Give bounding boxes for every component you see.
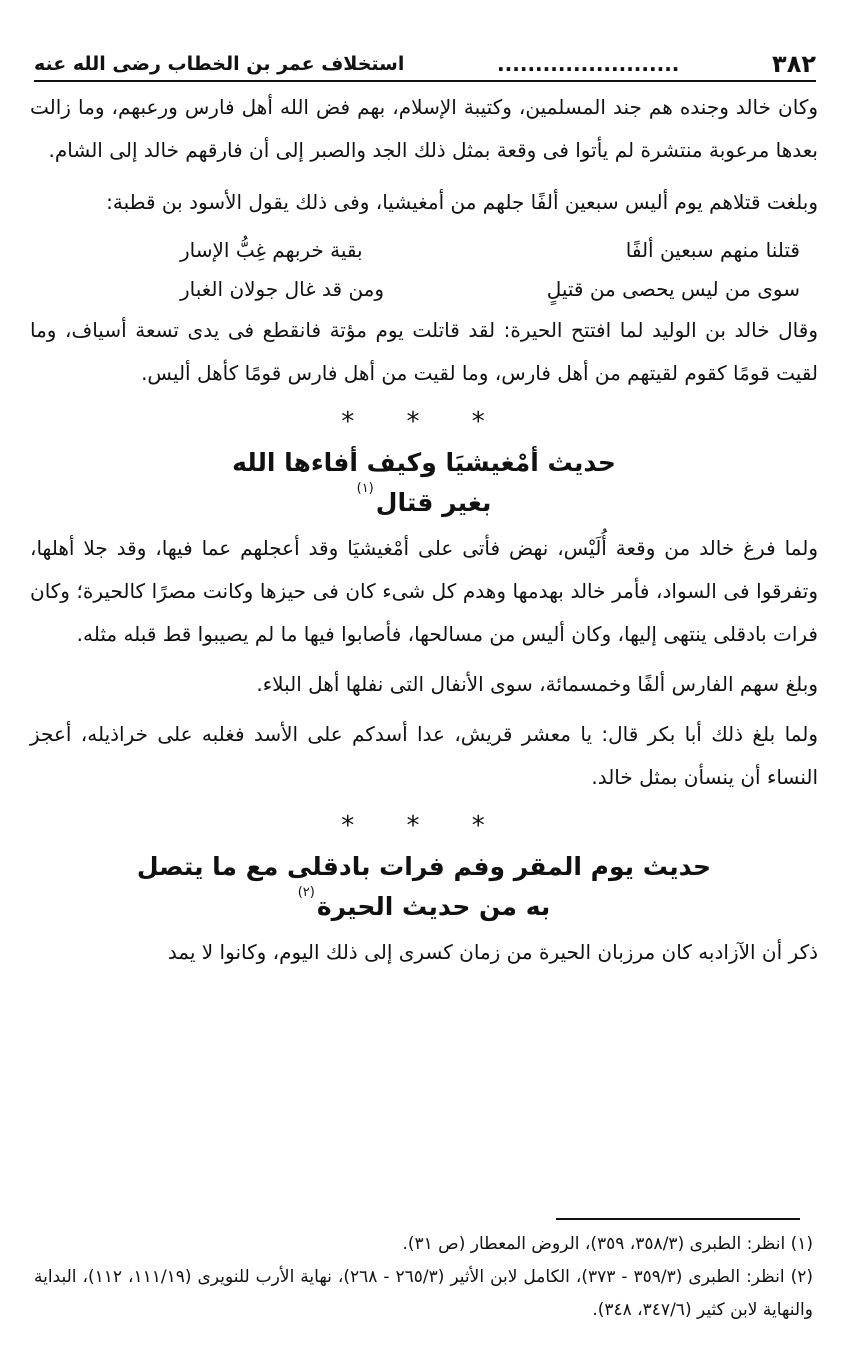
section-2-title-line-2 (30, 884, 818, 927)
poem-line-1 (180, 231, 800, 270)
footnote-divider (556, 1218, 800, 1220)
header-dots: ........................ (497, 52, 680, 76)
paragraph-gap (30, 656, 818, 663)
section-2-body (30, 931, 818, 974)
section-1-paragraph-1: ولما فرغ خالد من وقعة أُلَيْس، نهض فأتى على أمْغيشيَا وقد أعجلهم عما فيها، وقد جلا أهلها، وتفرقوا فى السواد، فأمر خالد بهدمها وهدم كل شىء كان فى حيزها وكانت مصرًا كالحيرة؛ وكان فرات بادقلى ينتهى إليها، وكان أليس من مسالحها، فأصابوا فيها ما لم يصيبوا قط قبله مثله. (30, 536, 818, 646)
section-1-title-line-2 (30, 480, 818, 523)
footnote-reference-2: (٢) (297, 884, 315, 900)
page-number: ٣٨٢ (772, 50, 816, 78)
section-2-title-line-1: حديث يوم المقر وفم فرات بادقلى مع ما يتصل (136, 852, 712, 881)
section-1-body (30, 527, 818, 799)
chapter-title: استخلاف عمر بن الخطاب رضى الله عنه (34, 53, 405, 75)
section-2-title-text: به من حديث الحيرة (316, 892, 551, 921)
footnotes (34, 1228, 813, 1327)
poem-line-2-hemistich-right: سوى من ليس يحصى من قتيلٍ (546, 277, 800, 301)
footnote-2: (٢) انظر: الطبرى (٣٥٩/٣ - ٣٧٣)، الكامل لابن الأثير (٢٦٥/٣ - ٢٦٨)، نهاية الأرب للنويرى (١١١/١٩، ١١٢)، البداية والنهاية لابن كثير (٣٤٧/٦، ٣٤٨). (34, 1267, 813, 1320)
page-body (30, 86, 818, 974)
section-separator-2: * * * (341, 811, 507, 841)
paragraph-gap (30, 706, 818, 713)
poem-line-1-hemistich-left: بقية خربهم غِبُّ الإسار (180, 238, 363, 262)
poem-block (180, 231, 800, 309)
opening-paragraph: وكان خالد وجنده هم جند المسلمين، وكتيبة الإسلام، بهم فض الله أهل فارس ورعبهم، وما زالت بعدها مرعوبة منتشرة لم يأتوا فى وقعة بمثل ذلك الجد والصبر إلى أن فارقهم خالد إلى الشام. (30, 95, 818, 162)
section-1-title-line-1: حديث أمْغيشيَا وكيف أفاءها الله (232, 448, 616, 477)
poem-line-2 (180, 270, 800, 309)
poem-line-1-hemistich-right: قتلنا منهم سبعين ألفًا (625, 238, 800, 262)
poem-line-2-hemistich-left: ومن قد غال جولان الغبار (180, 277, 385, 301)
section-separator-1: * * * (341, 407, 507, 437)
section-2-paragraph-1: ذكر أن الآزادبه كان مرزبان الحيرة من زمان كسرى إلى ذلك اليوم، وكانوا لا يمد (167, 940, 818, 964)
section-1-paragraph-2: وبلغ سهم الفارس ألفًا وخمسمائة، سوى الأنفال التى نفلها أهل البلاء. (256, 672, 818, 696)
running-header (34, 48, 816, 82)
khalid-quote-paragraph: وقال خالد بن الوليد لما افتتح الحيرة: لقد قاتلت يوم مؤتة فانقطع فى يدى تسعة أسياف، وما لقيت قومًا كقوم لقيتهم من أهل فارس، وما لقيت من أهل فارس قومًا كأهل أليس. (30, 318, 818, 385)
footnote-reference-1: (١) (356, 480, 374, 496)
section-1-title-text: بغير قتال (375, 488, 492, 517)
casualties-paragraph: وبلغت قتلاهم يوم أليس سبعين ألفًا جلهم من أمغيشيا، وفى ذلك يقول الأسود بن قطبة: (106, 190, 818, 214)
footnote-1: (١) انظر: الطبرى (٣٥٨/٣، ٣٥٩)، الروض المعطار (ص ٣١). (402, 1234, 813, 1254)
section-1-paragraph-3: ولما بلغ ذلك أبا بكر قال: يا معشر قريش، عدا أسدكم على الأسد فغلبه على خراذيله، أعجز النساء أن ينسأن بمثل خالد. (30, 722, 818, 789)
